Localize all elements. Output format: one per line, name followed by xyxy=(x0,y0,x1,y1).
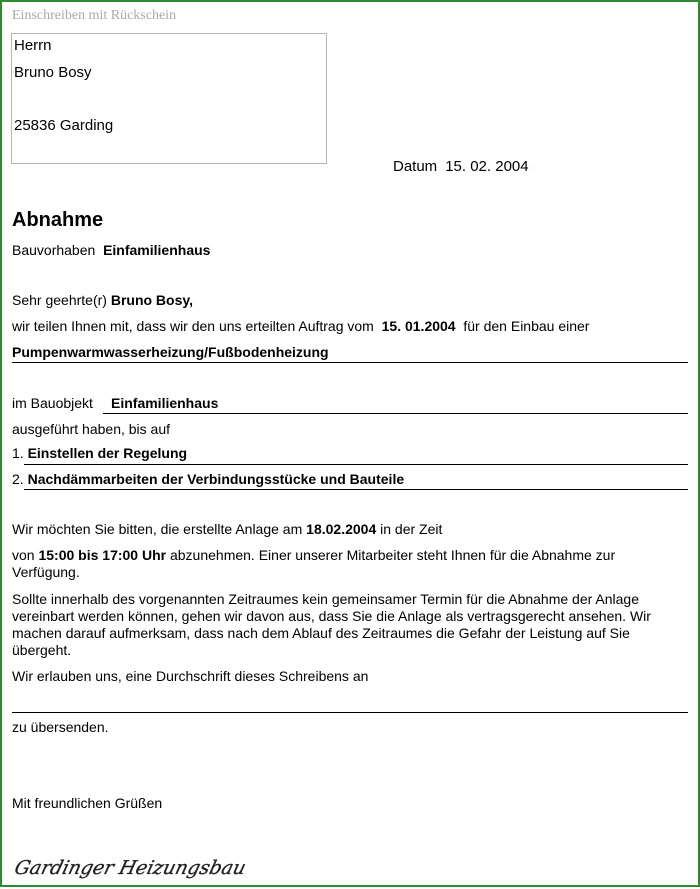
exception-underline xyxy=(24,464,688,465)
letter-title: Abnahme xyxy=(12,209,104,231)
request-time: 15:00 bis 17:00 Uhr xyxy=(38,547,167,563)
shipping-method: Einschreiben mit Rückschein xyxy=(12,8,177,23)
request-text-4: abzunehmen. Einer unserer Mitarbeiter steht Ihnen für die Abnahme zur Verfügung. xyxy=(12,547,616,580)
order-text-1: wir teilen Ihnen mit, dass wir den uns erteilten Auftrag vom xyxy=(12,318,374,334)
exception-number: 2. xyxy=(12,471,24,487)
object-underline xyxy=(103,413,688,414)
request-line xyxy=(12,521,442,538)
greeting-name: Bruno Bosy, xyxy=(110,292,194,308)
recipient-city: 25836 Garding xyxy=(14,117,114,134)
closing: Mit freundlichen Grüßen xyxy=(12,795,163,811)
date-value: 15. 02. 2004 xyxy=(445,158,529,175)
address-box xyxy=(11,33,327,164)
project-line xyxy=(12,242,210,259)
exception-underline xyxy=(24,489,688,490)
request-date: 18.02.2004 xyxy=(306,521,377,537)
object-value: Einfamilienhaus xyxy=(111,395,219,411)
signature-text: Gardinger Heizungsbau xyxy=(12,856,249,879)
project-value: Einfamilienhaus xyxy=(103,242,211,258)
exception-number: 1. xyxy=(12,445,24,461)
system-underline xyxy=(12,362,688,363)
greeting-prefix: Sehr geehrte(r) xyxy=(12,292,107,308)
request-time-paragraph xyxy=(12,547,662,581)
copy-text: Wir erlauben uns, eine Durchschrift dieses Schreibens an xyxy=(12,668,369,684)
recipient-name: Bruno Bosy xyxy=(14,64,92,81)
order-sentence xyxy=(12,318,589,335)
greeting-line xyxy=(12,292,193,309)
exception-text: Nachdämmarbeiten der Verbindungsstücke und Bauteile xyxy=(27,471,405,487)
exception-text: Einstellen der Regelung xyxy=(27,445,188,461)
date-label: Datum xyxy=(393,158,438,175)
date-line xyxy=(393,158,529,175)
copy-recipient-line xyxy=(12,712,688,713)
order-text-2: für den Einbau einer xyxy=(463,318,590,334)
heating-system: Pumpenwarmwasserheizung/Fußbodenheizung xyxy=(12,344,329,360)
request-text-2: in der Zeit xyxy=(380,521,443,537)
request-text-1: Wir möchten Sie bitten, die erstellte Anlage am xyxy=(12,521,303,537)
project-label: Bauvorhaben xyxy=(12,242,96,258)
signature-logo xyxy=(12,848,249,884)
exception-item xyxy=(12,471,404,488)
object-label: im Bauobjekt xyxy=(12,395,93,411)
request-text-3: von xyxy=(12,547,35,563)
executed-text: ausgeführt haben, bis auf xyxy=(12,421,171,437)
order-date: 15. 01.2004 xyxy=(381,318,456,334)
send-text: zu übersenden. xyxy=(12,719,109,735)
notice-paragraph: Sollte innerhalb des vorgenannten Zeitraumes kein gemeinsamer Termin für die Abnahme der Anlage vereinbart werden können, gehen wir davon aus, dass Sie die Anlage als vertragsgerecht ansehen. Wir machen darauf aufmerksam, dass nach dem Ablauf des Zeitraumes die Gefahr der Leistung auf Sie übergeht. xyxy=(12,591,651,658)
signature-graphic xyxy=(12,848,249,884)
exception-item xyxy=(12,445,187,462)
recipient-salutation: Herrn xyxy=(14,37,52,54)
